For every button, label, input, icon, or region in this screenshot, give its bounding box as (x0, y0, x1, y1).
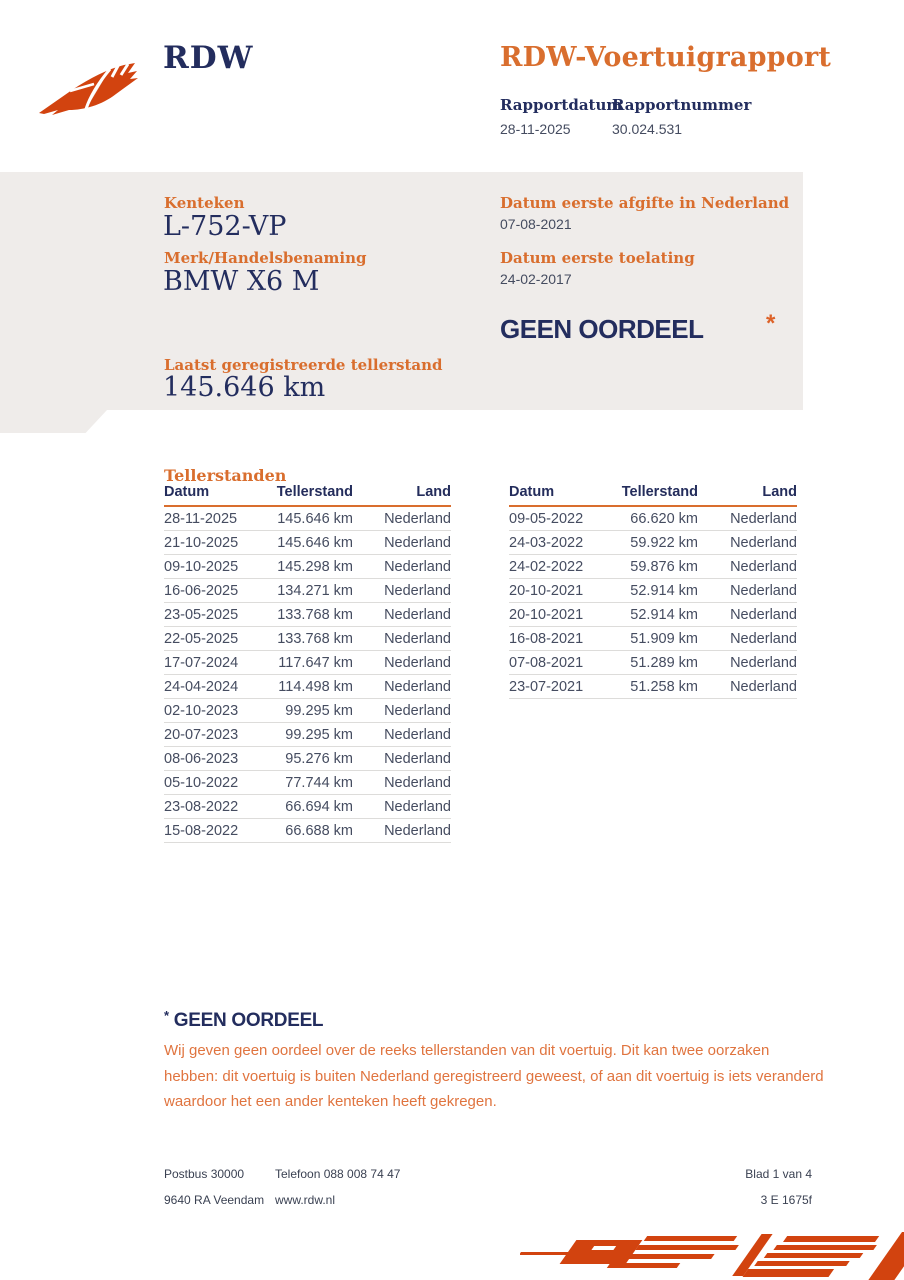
report-date-label: Rapportdatum (500, 96, 623, 114)
odometer-row (164, 651, 451, 675)
cell-tellerstand: 145.646 km (268, 506, 353, 531)
cell-tellerstand: 145.298 km (268, 555, 353, 579)
footer-page-number: Blad 1 van 4 (745, 1167, 812, 1181)
footer-phone: Telefoon 088 008 74 47 (275, 1167, 401, 1181)
afgifte-label: Datum eerste afgifte in Nederland (500, 194, 790, 212)
cell-land: Nederland (353, 531, 451, 555)
cell-datum: 24-04-2024 (164, 675, 268, 699)
tellerstand-value: 145.646 km (163, 372, 326, 403)
cell-datum: 23-08-2022 (164, 795, 268, 819)
cell-datum: 16-06-2025 (164, 579, 268, 603)
cell-tellerstand: 117.647 km (268, 651, 353, 675)
odometer-row (509, 627, 797, 651)
col-header-land: Land (698, 484, 797, 506)
rdw-wordmark: RDW (163, 40, 254, 76)
report-number-label: Rapportnummer (612, 96, 752, 114)
cell-datum: 28-11-2025 (164, 506, 268, 531)
cell-datum: 20-10-2021 (509, 603, 613, 627)
cell-land: Nederland (698, 675, 797, 699)
cell-tellerstand: 66.620 km (613, 506, 698, 531)
cell-tellerstand: 66.688 km (268, 819, 353, 843)
cell-datum: 20-10-2021 (509, 579, 613, 603)
cell-datum: 21-10-2025 (164, 531, 268, 555)
odometer-row (164, 699, 451, 723)
report-number-value: 30.024.531 (612, 121, 683, 137)
cell-tellerstand: 52.914 km (613, 603, 698, 627)
odometer-row (164, 795, 451, 819)
odometer-row (164, 603, 451, 627)
cell-land: Nederland (698, 531, 797, 555)
cell-tellerstand: 59.922 km (613, 531, 698, 555)
cell-tellerstand: 51.289 km (613, 651, 698, 675)
footer-address-line1: Postbus 30000 (164, 1167, 245, 1181)
cell-tellerstand: 133.768 km (268, 603, 353, 627)
rdw-logo-icon (36, 52, 146, 124)
table-header-row (164, 484, 451, 506)
footer-stripes-graphic (520, 1232, 904, 1280)
cell-datum: 20-07-2023 (164, 723, 268, 747)
cell-tellerstand: 99.295 km (268, 723, 353, 747)
verdict-asterisk: * (766, 310, 776, 337)
report-date-value: 28-11-2025 (500, 121, 571, 137)
tellerstanden-section-title: Tellerstanden (164, 466, 287, 485)
odometer-row (164, 771, 451, 795)
verdict-text: GEEN OORDEEL (500, 314, 704, 344)
cell-tellerstand: 51.258 km (613, 675, 698, 699)
odometer-row (509, 579, 797, 603)
cell-datum: 24-03-2022 (509, 531, 613, 555)
odometer-table-right (509, 484, 797, 699)
report-title: RDW-Voertuigrapport (500, 42, 832, 73)
cell-land: Nederland (698, 506, 797, 531)
cell-tellerstand: 134.271 km (268, 579, 353, 603)
cell-datum: 23-05-2025 (164, 603, 268, 627)
odometer-row (509, 675, 797, 699)
cell-tellerstand: 51.909 km (613, 627, 698, 651)
report-number-block (612, 96, 751, 137)
cell-tellerstand: 59.876 km (613, 555, 698, 579)
cell-land: Nederland (353, 506, 451, 531)
odometer-row (509, 531, 797, 555)
odometer-row (509, 603, 797, 627)
cell-land: Nederland (353, 603, 451, 627)
merk-label: Merk/Handelsbenaming (164, 249, 367, 267)
cell-datum: 15-08-2022 (164, 819, 268, 843)
cell-land: Nederland (353, 579, 451, 603)
cell-land: Nederland (353, 723, 451, 747)
cell-tellerstand: 77.744 km (268, 771, 353, 795)
odometer-row (164, 506, 451, 531)
cell-land: Nederland (353, 555, 451, 579)
merk-value: BMW X6 M (163, 266, 320, 297)
cell-datum: 09-10-2025 (164, 555, 268, 579)
odometer-row (164, 819, 451, 843)
footer-address-line2: 9640 RA Veendam (164, 1193, 265, 1207)
footnote-title (164, 1008, 323, 1032)
cell-land: Nederland (698, 651, 797, 675)
cell-land: Nederland (353, 699, 451, 723)
cell-datum: 17-07-2024 (164, 651, 268, 675)
cell-datum: 16-08-2021 (509, 627, 613, 651)
odometer-row (164, 675, 451, 699)
cell-land: Nederland (698, 603, 797, 627)
odometer-row (164, 555, 451, 579)
cell-land: Nederland (353, 819, 451, 843)
afgifte-value: 07-08-2021 (500, 216, 572, 232)
cell-land: Nederland (353, 747, 451, 771)
odometer-row (509, 555, 797, 579)
odometer-row (164, 747, 451, 771)
cell-tellerstand: 52.914 km (613, 579, 698, 603)
footnote-title-text: GEEN OORDEEL (173, 1010, 324, 1031)
cell-land: Nederland (698, 579, 797, 603)
odometer-row (509, 506, 797, 531)
col-header-datum: Datum (509, 484, 613, 506)
kenteken-label: Kenteken (164, 194, 245, 212)
footer-doc-code: 3 E 1675f (760, 1193, 812, 1207)
report-date-block (500, 96, 623, 137)
col-header-land: Land (353, 484, 451, 506)
toelating-value: 24-02-2017 (500, 271, 572, 287)
footer-website: www.rdw.nl (275, 1193, 336, 1207)
cell-land: Nederland (353, 627, 451, 651)
table-header-row (509, 484, 797, 506)
cell-land: Nederland (353, 795, 451, 819)
cell-land: Nederland (698, 555, 797, 579)
col-header-tellerstand: Tellerstand (613, 484, 698, 506)
col-header-datum: Datum (164, 484, 268, 506)
footnote-asterisk: * (164, 1008, 169, 1023)
cell-datum: 05-10-2022 (164, 771, 268, 795)
cell-tellerstand: 114.498 km (268, 675, 353, 699)
cell-tellerstand: 99.295 km (268, 699, 353, 723)
odometer-row (509, 651, 797, 675)
cell-land: Nederland (353, 675, 451, 699)
cell-datum: 24-02-2022 (509, 555, 613, 579)
cell-datum: 07-08-2021 (509, 651, 613, 675)
kenteken-value: L-752-VP (163, 211, 287, 242)
cell-datum: 08-06-2023 (164, 747, 268, 771)
odometer-row (164, 579, 451, 603)
cell-datum: 22-05-2025 (164, 627, 268, 651)
cell-tellerstand: 95.276 km (268, 747, 353, 771)
toelating-label: Datum eerste toelating (500, 249, 695, 267)
report-meta (500, 96, 775, 137)
cell-land: Nederland (353, 651, 451, 675)
cell-tellerstand: 133.768 km (268, 627, 353, 651)
cell-land: Nederland (698, 627, 797, 651)
odometer-row (164, 627, 451, 651)
cell-datum: 23-07-2021 (509, 675, 613, 699)
footnote-body: Wij geven geen oordeel over de reeks tellerstanden van dit voertuig. Dit kan twee oorzaken hebben: dit voertuig is buiten Nederland geregistreerd geweest, of aan dit voertuig is iets veranderd waardoor het een ander kenteken heeft gekregen. (164, 1042, 824, 1110)
cell-land: Nederland (353, 771, 451, 795)
odometer-row (164, 531, 451, 555)
odometer-table-left (164, 484, 451, 843)
odometer-row (164, 723, 451, 747)
cell-tellerstand: 66.694 km (268, 795, 353, 819)
cell-datum: 02-10-2023 (164, 699, 268, 723)
cell-tellerstand: 145.646 km (268, 531, 353, 555)
summary-panel-flap (0, 410, 107, 433)
cell-datum: 09-05-2022 (509, 506, 613, 531)
tellerstand-label: Laatst geregistreerde tellerstand (164, 356, 443, 374)
col-header-tellerstand: Tellerstand (268, 484, 353, 506)
